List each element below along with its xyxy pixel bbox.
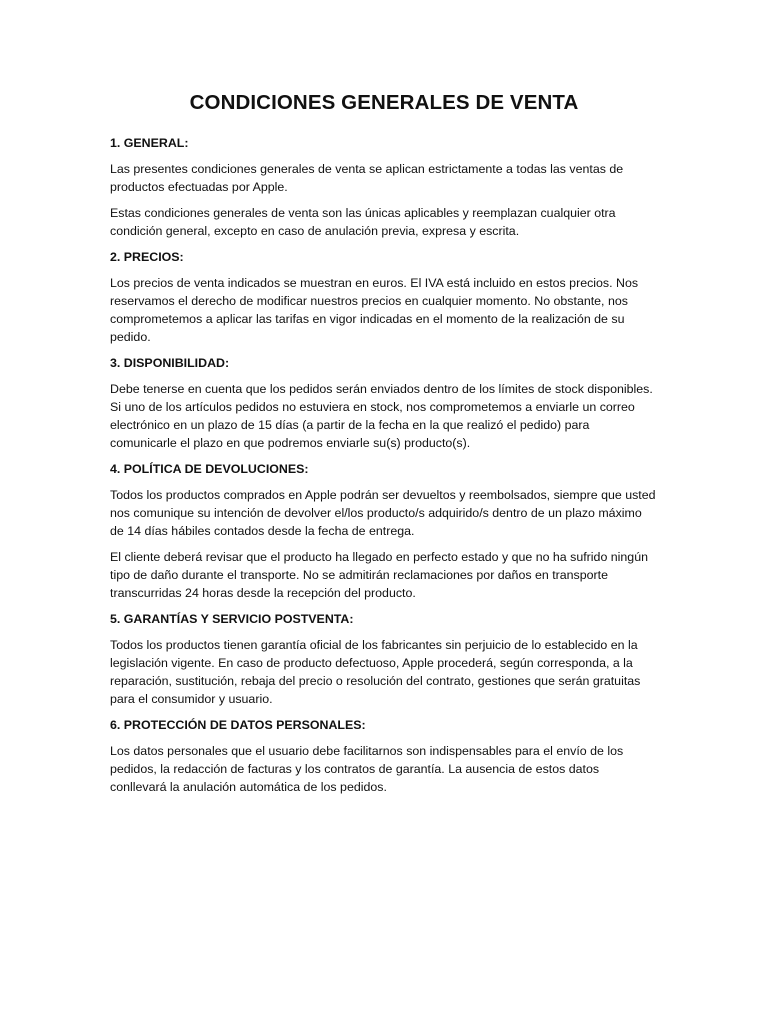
section-paragraph: El cliente deberá revisar que el producto ha llegado en perfecto estado y que no ha sufrido ningún tipo de daño durante el transporte. No se admitirán reclamaciones por daños en transporte transcurridas 24 horas desde la recepción del producto. bbox=[110, 550, 648, 600]
section-heading: 6. PROTECCIÓN DE DATOS PERSONALES: bbox=[110, 718, 366, 732]
section-paragraph: Debe tenerse en cuenta que los pedidos serán enviados dentro de los límites de stock disponibles. Si uno de los artículos pedidos no estuviera en stock, nos comprometemos a enviarle un correo electrónico en un plazo de 15 días (a partir de la fecha en la que realizó el pedido) para comunicarle el plazo en que podremos enviarle su(s) producto(s). bbox=[110, 382, 653, 450]
section-general bbox=[110, 134, 658, 240]
section-paragraph: Los precios de venta indicados se muestran en euros. El IVA está incluido en estos precios. Nos reservamos el derecho de modificar nuestros precios en cualquier momento. No obstante, nos comprometemos a aplicar las tarifas en vigor indicadas en el momento de la realización de su pedido. bbox=[110, 276, 639, 344]
section-paragraph: Las presentes condiciones generales de venta se aplican estrictamente a todas las ventas de productos efectuadas por Apple. bbox=[110, 162, 624, 194]
section-paragraph: Todos los productos comprados en Apple podrán ser devueltos y reembolsados, siempre que usted nos comunique su intención de devolver el/los producto/s adquirido/s dentro de un plazo máximo de 14 días hábiles contados desde la fecha de entrega. bbox=[110, 488, 656, 538]
section-heading: 5. GARANTÍAS Y SERVICIO POSTVENTA: bbox=[110, 612, 354, 626]
document-page bbox=[110, 88, 658, 804]
section-heading: 2. PRECIOS: bbox=[110, 250, 184, 264]
section-heading: 1. GENERAL: bbox=[110, 136, 189, 150]
section-proteccion-datos bbox=[110, 716, 658, 796]
section-paragraph: Los datos personales que el usuario debe facilitarnos son indispensables para el envío de los pedidos, la redacción de facturas y los contratos de garantía. La ausencia de estos datos conllevará la anulación automática de los pedidos. bbox=[110, 744, 624, 794]
document-title: CONDICIONES GENERALES DE VENTA bbox=[189, 91, 579, 114]
section-garantias bbox=[110, 610, 658, 708]
section-heading: 4. POLÍTICA DE DEVOLUCIONES: bbox=[110, 462, 309, 476]
section-disponibilidad bbox=[110, 354, 658, 452]
section-paragraph: Todos los productos tienen garantía oficial de los fabricantes sin perjuicio de lo establecido en la legislación vigente. En caso de producto defectuoso, Apple procederá, según corresponda, a la reparación, sustitución, rebaja del precio o resolución del contrato, gestiones que serán gratuitas para el consumidor y usuario. bbox=[110, 638, 641, 706]
section-devoluciones bbox=[110, 460, 658, 602]
section-heading: 3. DISPONIBILIDAD: bbox=[110, 356, 230, 370]
section-precios bbox=[110, 248, 658, 346]
section-paragraph: Estas condiciones generales de venta son las únicas aplicables y reemplazan cualquier otra condición general, excepto en caso de anulación previa, expresa y escrita. bbox=[110, 206, 616, 238]
